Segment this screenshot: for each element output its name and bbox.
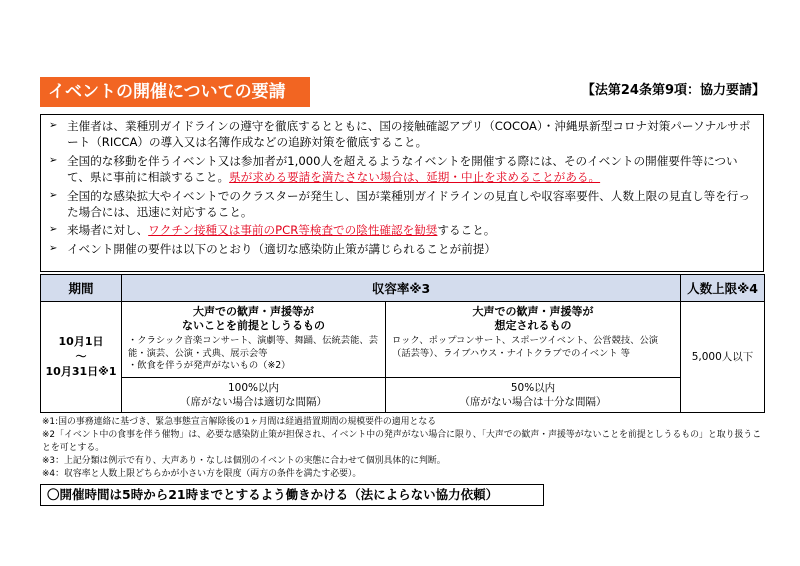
requirement-item <box>49 222 755 238</box>
page-title: イベントの開催についての要請 <box>40 77 310 107</box>
highlighted-text: 県が求める要請を満たさない場合は、延期・中止を求めることがある。 <box>229 170 601 185</box>
arrow-bullet-icon: ➢ <box>49 224 58 236</box>
quiet-example: ・クラシック音楽コンサート、演劇等、舞踊、伝統芸能、芸能・演芸、公演・式典、展示会等 <box>128 335 378 359</box>
quiet-heading-line: ないことを前提としうるもの <box>182 319 325 332</box>
loud-rate-note: （席がない場合は十分な間隔） <box>459 395 607 408</box>
table-row <box>41 302 765 378</box>
operating-hours-note: 〇開催時間は5時から21時までとするよう働きかける（法によらない協力依頼） <box>40 484 544 506</box>
requirement-text-part: 来場者に対し、 <box>67 223 149 238</box>
requirement-text <box>67 241 755 257</box>
footnotes <box>42 416 764 481</box>
period-header: 期間 <box>41 275 122 302</box>
footnote: ※1:国の事務連絡に基づき、緊急事態宣言解除後の1ヶ月間は経過措置期間の規模要件の適用となる <box>42 417 437 427</box>
requirement-item <box>49 118 755 151</box>
loud-rate-cell <box>386 377 681 412</box>
requirement-item <box>49 241 755 257</box>
quiet-category-cell <box>122 302 386 378</box>
arrow-bullet-icon: ➢ <box>49 189 58 201</box>
footnote: ※2「イベント中の食事を伴う催物」は、必要な感染防止策が担保され、イベント中の発声がない場合に限り、「大声での歓声・声援等がないことを前提としうるもの」と取り扱うことを可とする。 <box>42 430 762 453</box>
quiet-rate-cell <box>122 377 386 412</box>
quiet-rate: 100%以内 <box>227 381 280 394</box>
quiet-examples <box>122 333 385 377</box>
requirement-text <box>67 222 755 238</box>
limit-cell: 5,000人以下 <box>681 302 765 413</box>
period-line: ～ <box>75 350 87 364</box>
quiet-heading <box>122 302 385 333</box>
loud-example: ロック、ポップコンサート、スポーツイベント、公営競技、公演（話芸等）、ライブハウス・ナイトクラブでのイベント 等 <box>392 335 659 359</box>
requirement-text-part: 全国的な移動を伴うイベント又は参加者が1,000人を超えるようなイベントを開催する際には、そのイベントの開催要件等について、県に事前に相談すること。 <box>67 153 738 185</box>
footnote: ※4：収容率と人数上限どちらかが小さい方を限度（両方の条件を満たす必要）。 <box>42 469 362 479</box>
capacity-table <box>40 274 765 413</box>
period-cell <box>41 302 122 413</box>
requirement-text <box>67 153 755 186</box>
period-line: 10月1日 <box>58 335 104 349</box>
highlighted-text: ワクチン接種又は事前のPCR等検査での陰性確認を勧奨 <box>148 223 438 238</box>
legal-basis: 【法第24条第9項：協力要請】 <box>581 83 765 98</box>
requirement-text <box>67 118 755 151</box>
loud-examples <box>386 333 680 364</box>
requirement-text <box>67 188 755 221</box>
capacity-header: 収容率※3 <box>122 275 681 302</box>
requirement-text-part: イベント開催の要件は以下のとおり（適切な感染防止策が講じられることが前提） <box>67 241 496 256</box>
quiet-heading-line: 大声での歓声・声援等が <box>193 305 314 318</box>
requirement-text-part: 全国的な感染拡大やイベントでのクラスターが発生し、国が業種別ガイドラインの見直しや収容率要件、人数上限の見直し等を行った場合には、迅速に対応すること。 <box>67 188 750 220</box>
arrow-bullet-icon: ➢ <box>49 242 58 254</box>
table-row <box>41 377 765 412</box>
loud-heading <box>386 302 680 333</box>
requirements-box <box>40 114 764 272</box>
table-header-row <box>41 275 765 302</box>
loud-heading-line: 大声での歓声・声援等が <box>472 305 594 318</box>
quiet-example: ・飲食を伴うが発声がないもの（※2） <box>128 360 291 371</box>
period-line: 10月31日※1 <box>45 365 117 379</box>
requirement-text-part: すること。 <box>437 223 496 238</box>
loud-heading-line: 想定されるもの <box>494 319 572 332</box>
requirement-item <box>49 188 755 221</box>
requirement-item <box>49 153 755 186</box>
limit-header: 人数上限※4 <box>681 275 765 302</box>
arrow-bullet-icon: ➢ <box>49 120 58 131</box>
loud-category-cell <box>386 302 681 378</box>
loud-rate: 50%以内 <box>510 381 556 394</box>
arrow-bullet-icon: ➢ <box>49 154 58 166</box>
requirement-text-part: 主催者は、業種別ガイドラインの遵守を徹底するとともに、国の接触確認アプリ（COCOA）・沖縄県新型コロナ対策パーソナルサポート（RICCA）の導入又は名簿作成などの追跡対策を徹底すること。 <box>67 119 751 150</box>
footnote: ※3：上記分類は例示で有り、大声あり・なしは個別のイベントの実態に合わせて個別具体的に判断。 <box>42 456 446 466</box>
quiet-rate-note: （席がない場合は適切な間隔） <box>180 395 327 408</box>
